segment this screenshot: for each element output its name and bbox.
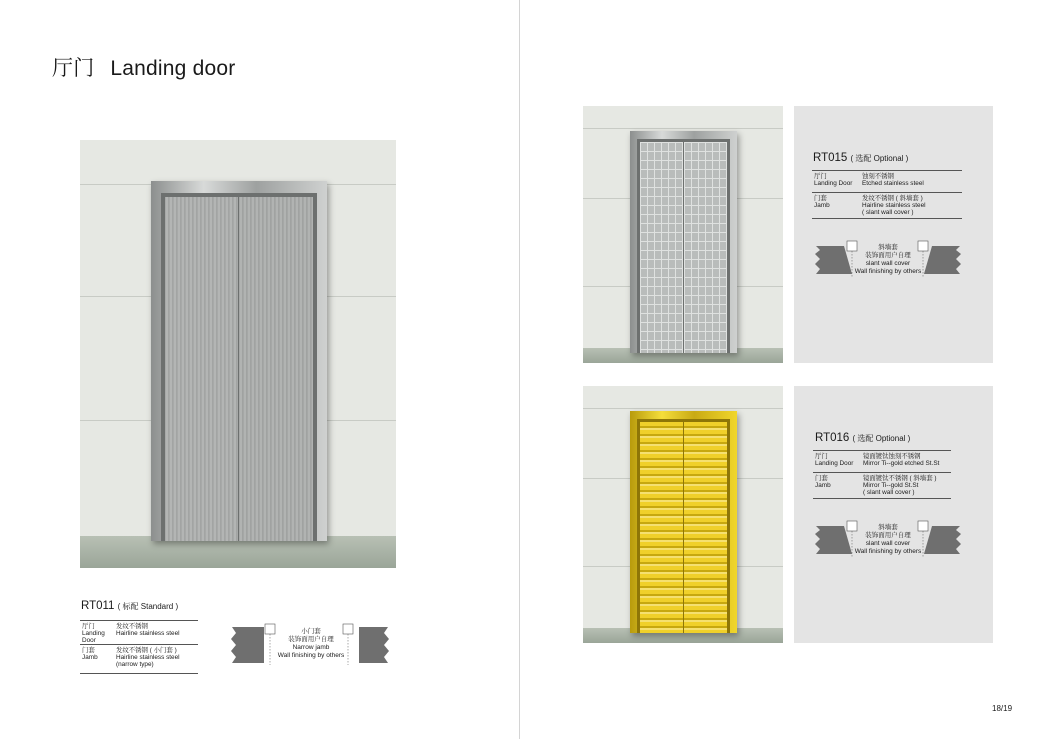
rt015-tag: ( 选配 Optional ): [850, 154, 909, 163]
slant-cover-left-profile-icon: [815, 526, 852, 554]
rt011-door-render: [80, 140, 396, 568]
rt016-diagram-caption: 斜墙套 装饰面用户自理 slant wall cover Wall finishing by others: [854, 524, 922, 555]
page-number: 18/19: [992, 704, 1013, 713]
rt016-door-leaf-right: [684, 422, 727, 633]
rt016-door-render: [583, 386, 783, 643]
slant-cover-right-profile-icon: [924, 246, 961, 274]
rt015-diagram-caption: 斜墙套 装饰面用户自理 slant wall cover Wall finishing by others: [854, 244, 922, 275]
rt011-row-door: 厅门 Landing Door 发纹不锈钢 Hairline stainless steel: [80, 620, 198, 644]
rt015-door-leaf-right: [684, 142, 727, 353]
narrow-jamb-left-profile-icon: [231, 627, 264, 663]
rt016-door-leaf-left: [640, 422, 683, 633]
rt016-tag: ( 选配 Optional ): [852, 434, 911, 443]
title-zh: 厅门: [52, 56, 95, 80]
rt016-row-door: 厅门 Landing Door 镜面镀钛蚀刻不锈钢 Mirror Ti--gold etched St.St: [813, 450, 951, 472]
rt011-door-leaf-right: [239, 197, 313, 541]
rt016-code: RT016 ( 选配 Optional ): [815, 432, 911, 444]
rt015-door-render: [583, 106, 783, 363]
rt015-row-jamb: 门套 Jamb 发纹不锈钢 ( 斜墙套 ) Hairline stainless steel ( slant wall cover ): [812, 192, 962, 219]
rt015-row-door: 厅门 Landing Door 蚀刻不锈钢 Etched stainless steel: [812, 170, 962, 192]
page-title: [52, 52, 235, 82]
rt011-diagram-caption: 小门套 装饰面用户自理 Narrow jamb Wall finishing by others: [277, 628, 345, 659]
rt011-code: RT011 ( 标配 Standard ): [81, 600, 179, 612]
narrow-jamb-right-profile-icon: [359, 627, 389, 663]
rt015-spec-panel: [794, 106, 993, 363]
rt011-tag: ( 标配 Standard ): [117, 602, 179, 611]
rt011-row-jamb: 门套 Jamb 发纹不锈钢 ( 小门套 ) Hairline stainless steel (narrow type): [80, 644, 198, 674]
rt016-row-jamb: 门套 Jamb 镜面镀钛不锈钢 ( 斜墙套 ) Mirror Ti--gold St.St ( slant wall cover ): [813, 472, 951, 499]
rt015-code: RT015 ( 选配 Optional ): [813, 152, 909, 164]
rt015-door-leaf-left: [640, 142, 683, 353]
rt011-door-leaf-left: [165, 197, 238, 541]
title-en: Landing door: [110, 57, 236, 80]
slant-cover-right-profile-icon: [924, 526, 961, 554]
rt016-spec-panel: [794, 386, 993, 643]
slant-cover-left-profile-icon: [815, 246, 852, 274]
page-fold: [519, 0, 520, 739]
